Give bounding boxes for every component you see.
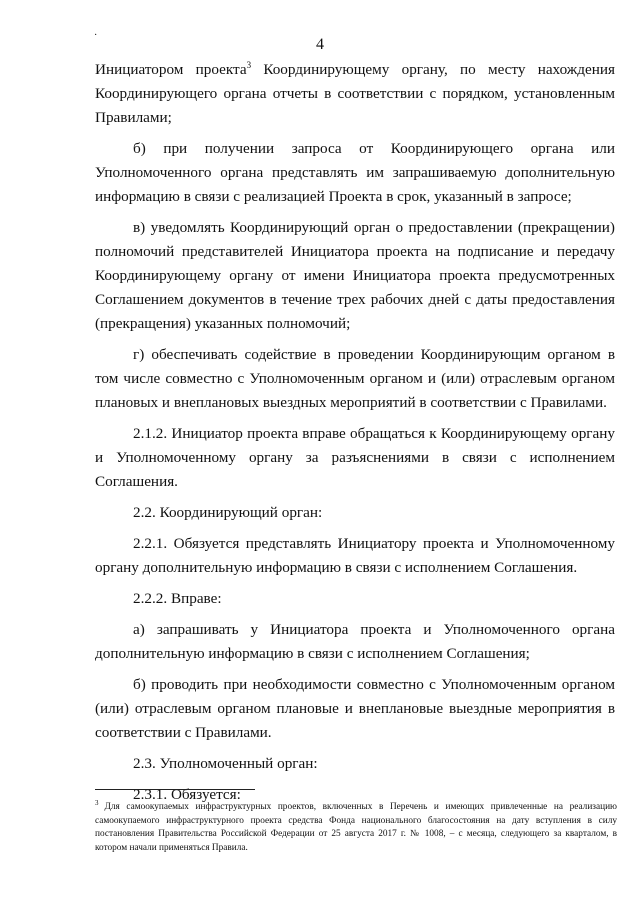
scan-mark: · bbox=[94, 30, 98, 41]
paragraph-v-notify: в) уведомлять Координирующий орган о предоставлении (прекращении) полномочий представителей Инициатора проекта на подписание и передачу Координирующему органу от имени Инициатора проекта предусмотренных Соглашением документов в течение трех рабочих дней с даты предоставления (прекращения) указанных полномочий; bbox=[95, 219, 615, 332]
paragraph-continuation: Инициатором проекта$^3$ Координирующему органу, по месту нахождения Координирующего органа отчеты в соответствии с порядком, установленным Правилами; bbox=[95, 59, 615, 126]
clause-2-1-2: 2.1.2. Инициатор проекта вправе обращаться к Координирующему органу и Уполномоченному органу за разъяснениями в связи с исполнением Соглашения. bbox=[95, 425, 615, 490]
footnote bbox=[95, 797, 617, 855]
clause-2-2-1: 2.2.1. Обязуется представлять Инициатору проекта и Уполномоченному органу дополнительную информацию в связи с исполнением Соглашения. bbox=[95, 535, 615, 576]
clause-2-2: 2.2. Координирующий орган: bbox=[133, 504, 323, 521]
clause-2-2-2: 2.2.2. Вправе: bbox=[133, 590, 222, 607]
footnote-mark: 3 bbox=[95, 799, 99, 807]
clause-2-2-2-a: а) запрашивать у Инициатора проекта и Уполномоченного органа дополнительную информацию в связи с исполнением Соглашения; bbox=[95, 621, 615, 662]
clause-2-3-1: 2.3.1. Обязуется: bbox=[133, 786, 241, 803]
paragraph-b-request-info: б) при получении запроса от Координирующего органа или Уполномоченного органа представлять им запрашиваемую дополнительную информацию в связи с реализацией Проекта в срок, указанный в запросе; bbox=[95, 140, 615, 205]
clause-2-2-2-b: б) проводить при необходимости совместно с Уполномоченным органом (или) отраслевым органом плановые и внеплановые выездные мероприятия в соответствии с Правилами. bbox=[95, 676, 615, 741]
footnote-divider bbox=[95, 789, 255, 790]
page-number: 4 bbox=[316, 36, 324, 53]
footnote-reference: 3 bbox=[246, 59, 252, 70]
paragraph-g-assist: г) обеспечивать содействие в проведении Координирующим органом в том числе совместно с Уполномоченным органом и (или) отраслевым органом плановых и внеплановых выездных мероприятий в соответствии с Правилами. bbox=[95, 346, 615, 411]
clause-2-3: 2.3. Уполномоченный орган: bbox=[133, 755, 318, 772]
footnote-text: Для самоокупаемых инфраструктурных проектов, включенных в Перечень и имеющих привлеченные на реализацию самоокупаемого инфраструктурного проекта средства Фонда национального благосостояния на дату вступления в силу постановления Правительства Российской Федерации от 25 августа 2017 г. № 1008, – с месяца, следующего за кварталом, в котором начали применяться Правила. bbox=[95, 802, 617, 853]
body-text bbox=[95, 58, 615, 814]
